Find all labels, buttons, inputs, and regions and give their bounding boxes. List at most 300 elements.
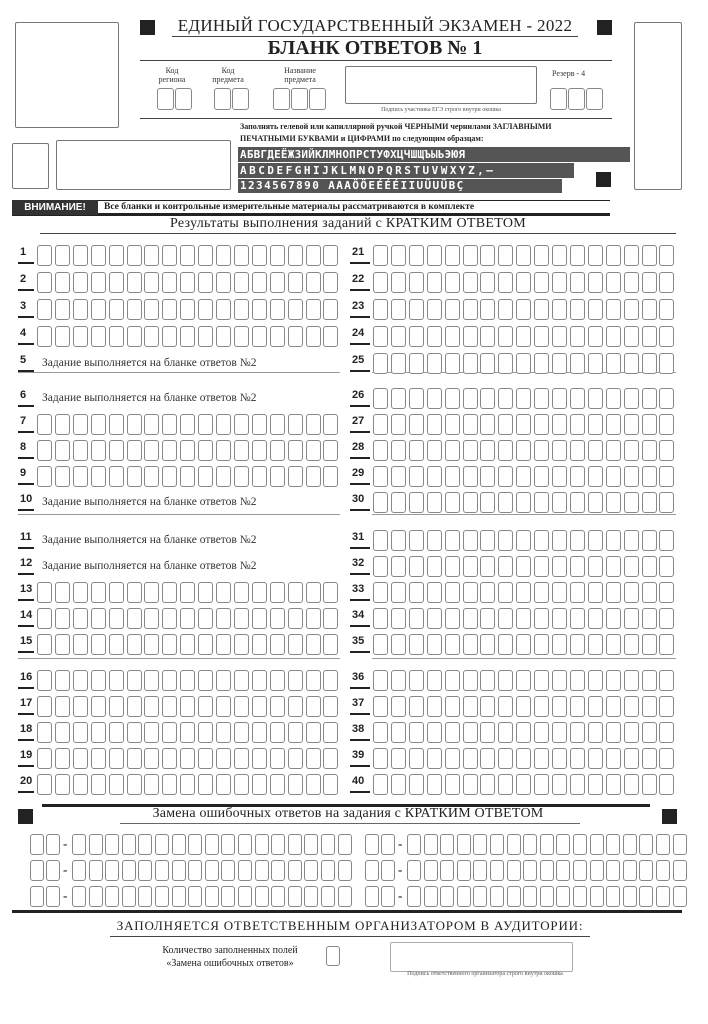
answer-cell[interactable] xyxy=(109,245,124,266)
answer-cell[interactable] xyxy=(216,670,231,691)
replace-answer-cell[interactable] xyxy=(221,860,235,881)
answer-cell[interactable] xyxy=(480,353,495,374)
replace-answer-cell[interactable] xyxy=(440,834,454,855)
answer-cell[interactable] xyxy=(216,634,231,655)
answer-cell[interactable] xyxy=(55,634,70,655)
answer-cell[interactable] xyxy=(409,326,424,347)
answer-cell[interactable] xyxy=(498,466,513,487)
answer-cell[interactable] xyxy=(144,696,159,717)
replace-answer-cell[interactable] xyxy=(639,834,653,855)
answer-cell[interactable] xyxy=(534,582,549,603)
answer-cell[interactable] xyxy=(480,748,495,769)
replace-task-cell[interactable] xyxy=(46,886,60,907)
answer-cell[interactable] xyxy=(73,414,88,435)
answer-cell[interactable] xyxy=(409,388,424,409)
answer-cell[interactable] xyxy=(55,272,70,293)
count-input[interactable] xyxy=(326,946,340,966)
answer-cell[interactable] xyxy=(552,608,567,629)
replace-answer-cell[interactable] xyxy=(424,886,438,907)
replace-answer-cell[interactable] xyxy=(338,886,352,907)
answer-cell[interactable] xyxy=(642,696,657,717)
replace-answer-cell[interactable] xyxy=(490,860,504,881)
answer-cell[interactable] xyxy=(480,414,495,435)
answer-cell[interactable] xyxy=(162,245,177,266)
answer-cell[interactable] xyxy=(642,670,657,691)
replace-task-cell[interactable] xyxy=(30,860,44,881)
answer-cell[interactable] xyxy=(252,326,267,347)
answer-cell[interactable] xyxy=(445,530,460,551)
answer-cell[interactable] xyxy=(127,326,142,347)
answer-cell[interactable] xyxy=(498,696,513,717)
answer-cell[interactable] xyxy=(606,556,621,577)
answer-cell[interactable] xyxy=(91,748,106,769)
answer-cell[interactable] xyxy=(373,326,388,347)
replace-task-cell[interactable] xyxy=(46,860,60,881)
answer-cell[interactable] xyxy=(288,582,303,603)
answer-cell[interactable] xyxy=(642,582,657,603)
answer-cell[interactable] xyxy=(624,353,639,374)
answer-cell[interactable] xyxy=(144,722,159,743)
answer-cell[interactable] xyxy=(127,696,142,717)
answer-cell[interactable] xyxy=(463,556,478,577)
answer-cell[interactable] xyxy=(534,272,549,293)
answer-cell[interactable] xyxy=(409,582,424,603)
answer-cell[interactable] xyxy=(516,245,531,266)
replace-answer-cell[interactable] xyxy=(523,834,537,855)
replace-answer-cell[interactable] xyxy=(606,834,620,855)
answer-cell[interactable] xyxy=(659,440,674,461)
answer-cell[interactable] xyxy=(91,414,106,435)
answer-cell[interactable] xyxy=(445,492,460,513)
answer-cell[interactable] xyxy=(91,774,106,795)
answer-cell[interactable] xyxy=(534,440,549,461)
answer-cell[interactable] xyxy=(463,388,478,409)
answer-cell[interactable] xyxy=(427,299,442,320)
answer-cell[interactable] xyxy=(216,696,231,717)
answer-cell[interactable] xyxy=(391,582,406,603)
replace-answer-cell[interactable] xyxy=(540,860,554,881)
replace-answer-cell[interactable] xyxy=(540,834,554,855)
answer-cell[interactable] xyxy=(659,634,674,655)
answer-cell[interactable] xyxy=(270,299,285,320)
answer-cell[interactable] xyxy=(552,774,567,795)
answer-cell[interactable] xyxy=(606,466,621,487)
replace-answer-cell[interactable] xyxy=(656,886,670,907)
answer-cell[interactable] xyxy=(55,774,70,795)
answer-cell[interactable] xyxy=(198,272,213,293)
answer-cell[interactable] xyxy=(373,670,388,691)
answer-cell[interactable] xyxy=(37,440,52,461)
answer-cell[interactable] xyxy=(659,748,674,769)
replace-answer-cell[interactable] xyxy=(606,886,620,907)
answer-cell[interactable] xyxy=(624,634,639,655)
answer-cell[interactable] xyxy=(516,722,531,743)
answer-cell[interactable] xyxy=(659,492,674,513)
replace-task-cell[interactable] xyxy=(46,834,60,855)
answer-cell[interactable] xyxy=(588,388,603,409)
answer-cell[interactable] xyxy=(642,440,657,461)
answer-cell[interactable] xyxy=(198,245,213,266)
replace-answer-cell[interactable] xyxy=(205,834,219,855)
answer-cell[interactable] xyxy=(198,774,213,795)
answer-cell[interactable] xyxy=(216,722,231,743)
answer-cell[interactable] xyxy=(552,326,567,347)
answer-cell[interactable] xyxy=(659,608,674,629)
replace-answer-cell[interactable] xyxy=(172,886,186,907)
answer-cell[interactable] xyxy=(480,582,495,603)
answer-cell[interactable] xyxy=(588,440,603,461)
answer-cell[interactable] xyxy=(323,414,338,435)
answer-cell[interactable] xyxy=(270,326,285,347)
answer-cell[interactable] xyxy=(659,670,674,691)
replace-answer-cell[interactable] xyxy=(673,834,687,855)
answer-cell[interactable] xyxy=(552,414,567,435)
answer-cell[interactable] xyxy=(606,696,621,717)
answer-cell[interactable] xyxy=(624,492,639,513)
answer-cell[interactable] xyxy=(373,530,388,551)
replace-answer-cell[interactable] xyxy=(89,886,103,907)
answer-cell[interactable] xyxy=(288,774,303,795)
answer-cell[interactable] xyxy=(180,582,195,603)
subject-name-cell-1[interactable] xyxy=(273,88,290,110)
answer-cell[interactable] xyxy=(391,466,406,487)
answer-cell[interactable] xyxy=(144,245,159,266)
answer-cell[interactable] xyxy=(498,440,513,461)
replace-answer-cell[interactable] xyxy=(221,834,235,855)
answer-cell[interactable] xyxy=(373,722,388,743)
answer-cell[interactable] xyxy=(91,608,106,629)
answer-cell[interactable] xyxy=(588,696,603,717)
replace-answer-cell[interactable] xyxy=(639,886,653,907)
answer-cell[interactable] xyxy=(409,670,424,691)
answer-cell[interactable] xyxy=(234,748,249,769)
answer-cell[interactable] xyxy=(109,608,124,629)
answer-cell[interactable] xyxy=(642,722,657,743)
answer-cell[interactable] xyxy=(409,556,424,577)
answer-cell[interactable] xyxy=(534,353,549,374)
answer-cell[interactable] xyxy=(55,245,70,266)
answer-cell[interactable] xyxy=(552,466,567,487)
answer-cell[interactable] xyxy=(516,556,531,577)
replace-answer-cell[interactable] xyxy=(556,860,570,881)
answer-cell[interactable] xyxy=(162,466,177,487)
answer-cell[interactable] xyxy=(445,608,460,629)
answer-cell[interactable] xyxy=(588,530,603,551)
answer-cell[interactable] xyxy=(91,299,106,320)
answer-cell[interactable] xyxy=(127,608,142,629)
answer-cell[interactable] xyxy=(516,388,531,409)
answer-cell[interactable] xyxy=(606,388,621,409)
replace-answer-cell[interactable] xyxy=(440,886,454,907)
replace-answer-cell[interactable] xyxy=(523,860,537,881)
answer-cell[interactable] xyxy=(427,556,442,577)
answer-cell[interactable] xyxy=(570,634,585,655)
answer-cell[interactable] xyxy=(323,774,338,795)
answer-cell[interactable] xyxy=(659,696,674,717)
answer-cell[interactable] xyxy=(516,299,531,320)
answer-cell[interactable] xyxy=(480,272,495,293)
organizer-signature-box[interactable] xyxy=(390,942,573,972)
answer-cell[interactable] xyxy=(409,634,424,655)
answer-cell[interactable] xyxy=(234,245,249,266)
answer-cell[interactable] xyxy=(198,670,213,691)
answer-cell[interactable] xyxy=(270,440,285,461)
answer-cell[interactable] xyxy=(463,440,478,461)
answer-cell[interactable] xyxy=(480,608,495,629)
answer-cell[interactable] xyxy=(252,774,267,795)
answer-cell[interactable] xyxy=(162,634,177,655)
answer-cell[interactable] xyxy=(516,582,531,603)
answer-cell[interactable] xyxy=(198,414,213,435)
answer-cell[interactable] xyxy=(624,440,639,461)
replace-answer-cell[interactable] xyxy=(255,886,269,907)
answer-cell[interactable] xyxy=(409,440,424,461)
answer-cell[interactable] xyxy=(642,556,657,577)
answer-cell[interactable] xyxy=(516,748,531,769)
replace-task-cell[interactable] xyxy=(30,834,44,855)
answer-cell[interactable] xyxy=(73,696,88,717)
replace-answer-cell[interactable] xyxy=(138,834,152,855)
answer-cell[interactable] xyxy=(73,326,88,347)
answer-cell[interactable] xyxy=(109,748,124,769)
replace-task-cell[interactable] xyxy=(365,834,379,855)
answer-cell[interactable] xyxy=(445,353,460,374)
answer-cell[interactable] xyxy=(498,670,513,691)
replace-answer-cell[interactable] xyxy=(271,886,285,907)
answer-cell[interactable] xyxy=(109,634,124,655)
answer-cell[interactable] xyxy=(270,748,285,769)
answer-cell[interactable] xyxy=(427,530,442,551)
answer-cell[interactable] xyxy=(91,670,106,691)
answer-cell[interactable] xyxy=(144,634,159,655)
answer-cell[interactable] xyxy=(642,353,657,374)
answer-cell[interactable] xyxy=(91,466,106,487)
answer-cell[interactable] xyxy=(606,582,621,603)
replace-answer-cell[interactable] xyxy=(407,886,421,907)
answer-cell[interactable] xyxy=(127,582,142,603)
answer-cell[interactable] xyxy=(624,272,639,293)
answer-cell[interactable] xyxy=(288,299,303,320)
answer-cell[interactable] xyxy=(109,440,124,461)
answer-cell[interactable] xyxy=(162,696,177,717)
answer-cell[interactable] xyxy=(180,634,195,655)
answer-cell[interactable] xyxy=(480,530,495,551)
answer-cell[interactable] xyxy=(73,440,88,461)
answer-cell[interactable] xyxy=(498,582,513,603)
answer-cell[interactable] xyxy=(445,414,460,435)
answer-cell[interactable] xyxy=(445,299,460,320)
answer-cell[interactable] xyxy=(427,722,442,743)
answer-cell[interactable] xyxy=(127,466,142,487)
answer-cell[interactable] xyxy=(323,440,338,461)
reserve-cell-1[interactable] xyxy=(550,88,567,110)
replace-answer-cell[interactable] xyxy=(72,886,86,907)
answer-cell[interactable] xyxy=(552,530,567,551)
replace-answer-cell[interactable] xyxy=(321,886,335,907)
answer-cell[interactable] xyxy=(570,530,585,551)
replace-answer-cell[interactable] xyxy=(172,860,186,881)
answer-cell[interactable] xyxy=(409,530,424,551)
answer-cell[interactable] xyxy=(288,748,303,769)
answer-cell[interactable] xyxy=(624,670,639,691)
answer-cell[interactable] xyxy=(127,774,142,795)
answer-cell[interactable] xyxy=(606,634,621,655)
answer-cell[interactable] xyxy=(270,272,285,293)
answer-cell[interactable] xyxy=(37,608,52,629)
answer-cell[interactable] xyxy=(73,466,88,487)
answer-cell[interactable] xyxy=(234,582,249,603)
replace-answer-cell[interactable] xyxy=(656,860,670,881)
answer-cell[interactable] xyxy=(109,774,124,795)
answer-cell[interactable] xyxy=(391,608,406,629)
answer-cell[interactable] xyxy=(588,608,603,629)
replace-answer-cell[interactable] xyxy=(105,834,119,855)
replace-answer-cell[interactable] xyxy=(188,886,202,907)
answer-cell[interactable] xyxy=(552,696,567,717)
answer-cell[interactable] xyxy=(659,272,674,293)
answer-cell[interactable] xyxy=(498,353,513,374)
answer-cell[interactable] xyxy=(570,670,585,691)
answer-cell[interactable] xyxy=(427,696,442,717)
answer-cell[interactable] xyxy=(73,299,88,320)
replace-answer-cell[interactable] xyxy=(424,860,438,881)
answer-cell[interactable] xyxy=(463,696,478,717)
replace-answer-cell[interactable] xyxy=(440,860,454,881)
replace-answer-cell[interactable] xyxy=(321,834,335,855)
answer-cell[interactable] xyxy=(463,582,478,603)
answer-cell[interactable] xyxy=(463,326,478,347)
answer-cell[interactable] xyxy=(534,748,549,769)
answer-cell[interactable] xyxy=(391,245,406,266)
answer-cell[interactable] xyxy=(606,414,621,435)
answer-cell[interactable] xyxy=(373,299,388,320)
answer-cell[interactable] xyxy=(588,299,603,320)
replace-answer-cell[interactable] xyxy=(138,886,152,907)
answer-cell[interactable] xyxy=(516,670,531,691)
answer-cell[interactable] xyxy=(534,326,549,347)
replace-answer-cell[interactable] xyxy=(321,860,335,881)
replace-answer-cell[interactable] xyxy=(238,886,252,907)
replace-answer-cell[interactable] xyxy=(507,886,521,907)
answer-cell[interactable] xyxy=(234,696,249,717)
answer-cell[interactable] xyxy=(198,582,213,603)
answer-cell[interactable] xyxy=(480,774,495,795)
answer-cell[interactable] xyxy=(427,414,442,435)
answer-cell[interactable] xyxy=(659,556,674,577)
answer-cell[interactable] xyxy=(427,326,442,347)
replace-answer-cell[interactable] xyxy=(457,886,471,907)
answer-cell[interactable] xyxy=(534,774,549,795)
answer-cell[interactable] xyxy=(659,299,674,320)
replace-answer-cell[interactable] xyxy=(573,886,587,907)
answer-cell[interactable] xyxy=(288,466,303,487)
answer-cell[interactable] xyxy=(234,414,249,435)
answer-cell[interactable] xyxy=(270,582,285,603)
answer-cell[interactable] xyxy=(659,414,674,435)
answer-cell[interactable] xyxy=(498,272,513,293)
answer-cell[interactable] xyxy=(463,492,478,513)
answer-cell[interactable] xyxy=(180,299,195,320)
answer-cell[interactable] xyxy=(373,466,388,487)
answer-cell[interactable] xyxy=(534,696,549,717)
answer-cell[interactable] xyxy=(606,245,621,266)
answer-cell[interactable] xyxy=(427,272,442,293)
reserve-cell-2[interactable] xyxy=(568,88,585,110)
answer-cell[interactable] xyxy=(144,466,159,487)
answer-cell[interactable] xyxy=(180,696,195,717)
answer-cell[interactable] xyxy=(252,670,267,691)
answer-cell[interactable] xyxy=(445,774,460,795)
answer-cell[interactable] xyxy=(463,608,478,629)
answer-cell[interactable] xyxy=(270,466,285,487)
answer-cell[interactable] xyxy=(516,466,531,487)
answer-cell[interactable] xyxy=(409,608,424,629)
answer-cell[interactable] xyxy=(162,440,177,461)
replace-answer-cell[interactable] xyxy=(89,860,103,881)
replace-answer-cell[interactable] xyxy=(205,886,219,907)
answer-cell[interactable] xyxy=(552,556,567,577)
answer-cell[interactable] xyxy=(127,299,142,320)
answer-cell[interactable] xyxy=(37,326,52,347)
replace-answer-cell[interactable] xyxy=(288,834,302,855)
answer-cell[interactable] xyxy=(144,748,159,769)
answer-cell[interactable] xyxy=(252,582,267,603)
answer-cell[interactable] xyxy=(252,608,267,629)
answer-cell[interactable] xyxy=(570,414,585,435)
replace-answer-cell[interactable] xyxy=(122,860,136,881)
answer-cell[interactable] xyxy=(391,774,406,795)
replace-answer-cell[interactable] xyxy=(623,860,637,881)
answer-cell[interactable] xyxy=(516,272,531,293)
answer-cell[interactable] xyxy=(198,466,213,487)
answer-cell[interactable] xyxy=(624,326,639,347)
answer-cell[interactable] xyxy=(373,272,388,293)
answer-cell[interactable] xyxy=(463,272,478,293)
replace-answer-cell[interactable] xyxy=(623,886,637,907)
answer-cell[interactable] xyxy=(127,440,142,461)
answer-cell[interactable] xyxy=(498,326,513,347)
answer-cell[interactable] xyxy=(427,492,442,513)
answer-cell[interactable] xyxy=(606,722,621,743)
answer-cell[interactable] xyxy=(37,696,52,717)
answer-cell[interactable] xyxy=(588,353,603,374)
replace-answer-cell[interactable] xyxy=(590,860,604,881)
answer-cell[interactable] xyxy=(570,492,585,513)
replace-answer-cell[interactable] xyxy=(573,860,587,881)
answer-cell[interactable] xyxy=(516,696,531,717)
replace-answer-cell[interactable] xyxy=(473,834,487,855)
answer-cell[interactable] xyxy=(109,722,124,743)
replace-answer-cell[interactable] xyxy=(188,860,202,881)
answer-cell[interactable] xyxy=(445,722,460,743)
answer-cell[interactable] xyxy=(570,722,585,743)
replace-answer-cell[interactable] xyxy=(271,834,285,855)
answer-cell[interactable] xyxy=(498,774,513,795)
answer-cell[interactable] xyxy=(373,634,388,655)
answer-cell[interactable] xyxy=(409,492,424,513)
replace-answer-cell[interactable] xyxy=(639,860,653,881)
answer-cell[interactable] xyxy=(570,245,585,266)
answer-cell[interactable] xyxy=(37,748,52,769)
answer-cell[interactable] xyxy=(480,722,495,743)
answer-cell[interactable] xyxy=(624,530,639,551)
answer-cell[interactable] xyxy=(642,634,657,655)
answer-cell[interactable] xyxy=(624,466,639,487)
replace-answer-cell[interactable] xyxy=(255,834,269,855)
answer-cell[interactable] xyxy=(73,272,88,293)
answer-cell[interactable] xyxy=(498,414,513,435)
answer-cell[interactable] xyxy=(570,696,585,717)
